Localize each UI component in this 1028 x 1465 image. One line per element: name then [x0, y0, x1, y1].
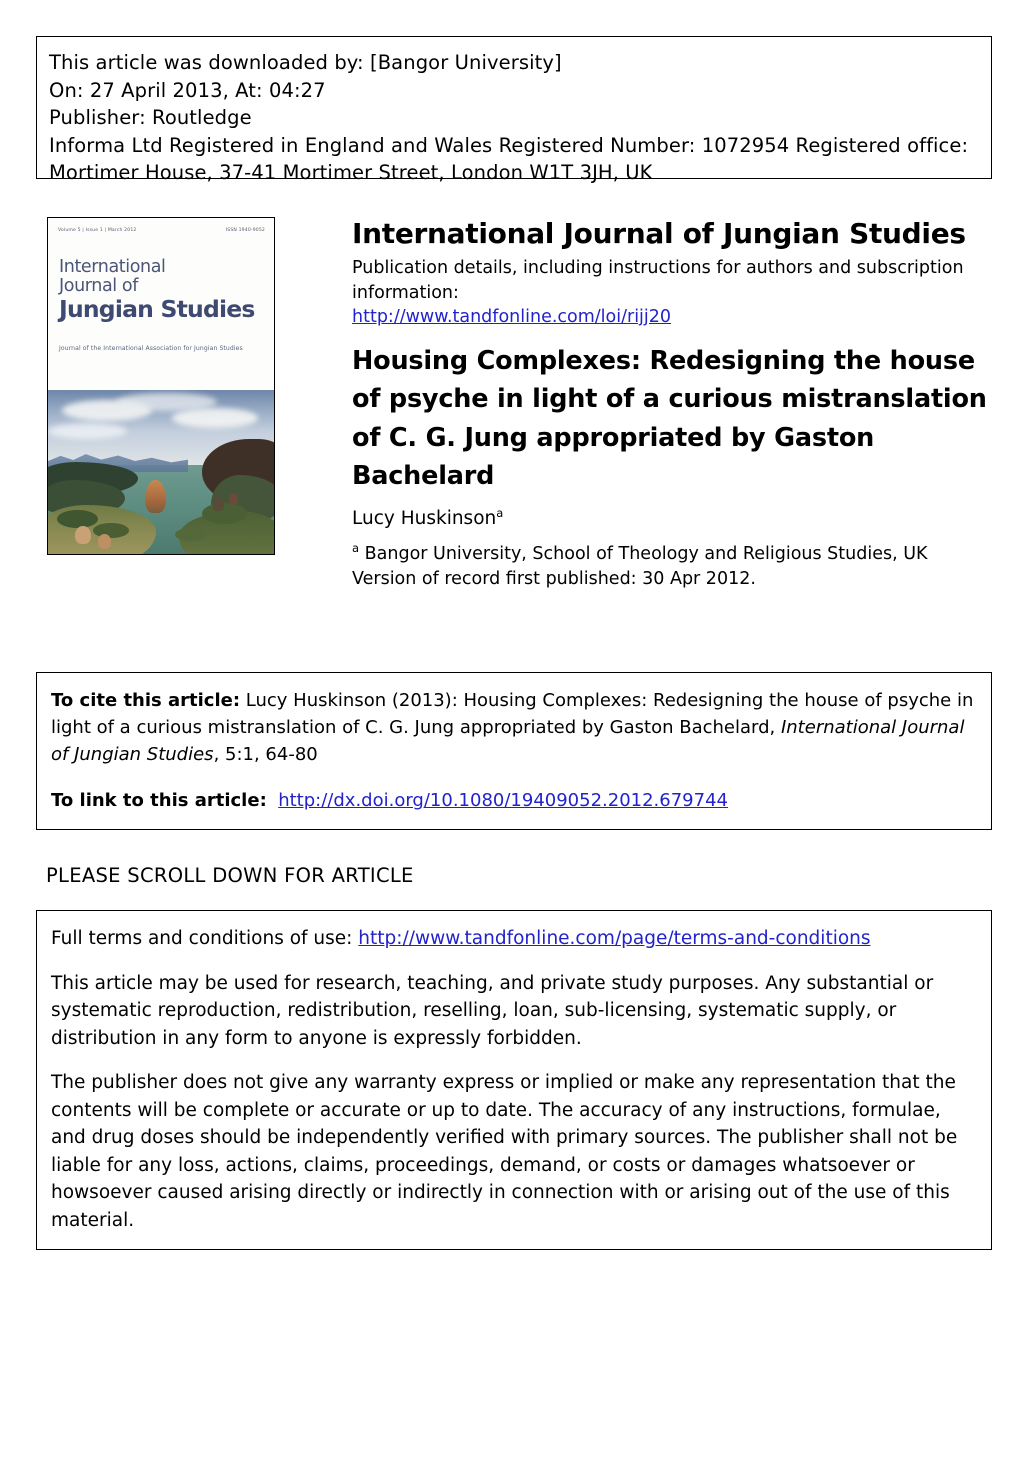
version-of-record: Version of record first published: 30 Apr 2012.: [352, 569, 756, 589]
cover-title-block: [59, 258, 266, 322]
download-line-4: Informa Ltd Registered in England and Wales Registered Number: 1072954 Registered office: Mortimer House, 37-41 Mortimer Street, London W1T 3JH, UK: [49, 133, 975, 184]
artwork-figure: [75, 526, 91, 544]
scroll-down-notice: PLEASE SCROLL DOWN FOR ARTICLE: [46, 864, 414, 887]
terms-and-conditions-box: [36, 910, 992, 1250]
cite-text-part-1: Lucy Huskinson (2013): Housing Complexes: Redesigning the house of psyche in light of a curious mistranslation of C. G. Jung appropriated by Gaston Bachelard,: [51, 690, 974, 738]
journal-cover-thumbnail: [47, 217, 275, 555]
publication-details: Publication details, including instructions for authors and subscription information:: [352, 258, 964, 303]
artwork-figure: [98, 534, 112, 549]
doi-link[interactable]: http://dx.doi.org/10.1080/19409052.2012.679744: [278, 790, 728, 811]
cite-paragraph: [51, 687, 975, 768]
download-line-2: On: 27 April 2013, At: 04:27: [49, 78, 326, 102]
author-name: Lucy Huskinson: [352, 507, 497, 529]
cover-title-line-3: Jungian Studies: [59, 295, 255, 323]
article-title: Housing Complexes: Redesigning the house of psyche in light of a curious mistranslation of C. G. Jung appropriated by Gaston Bachelard: [352, 345, 987, 491]
artwork-cloud: [172, 408, 258, 428]
cover-artwork-landscape: [48, 390, 274, 554]
artwork-central-figure: [145, 480, 165, 513]
download-line-1: This article was downloaded by: [Bangor University]: [49, 51, 562, 74]
full-terms-line: [51, 925, 975, 953]
article-info-block: [352, 216, 992, 593]
author-line: [352, 506, 992, 532]
cite-journal-name: International Journal of Jungian Studies: [51, 717, 965, 765]
cover-masthead: [48, 218, 274, 390]
cover-issue-meta: [58, 228, 265, 233]
cover-subtitle: Journal of the International Association for Jungian Studies: [59, 345, 243, 352]
citation-box: [36, 672, 992, 830]
cover-volume-text: Volume 5 | Issue 1 | March 2012: [58, 228, 137, 233]
affiliation-marker: a: [352, 540, 360, 555]
cover-issn-text: ISSN 1940-9052: [225, 228, 265, 233]
artwork-cloud: [48, 423, 127, 439]
artwork-bush: [175, 528, 207, 541]
artwork-bush: [93, 523, 129, 538]
cite-text-part-2: , 5:1, 64-80: [213, 744, 318, 765]
artwork-figure: [213, 497, 224, 512]
terms-conditions-link[interactable]: http://www.tandfonline.com/page/terms-and-conditions: [358, 928, 871, 949]
link-label: To link to this article:: [51, 790, 267, 811]
affiliation-line: [352, 542, 992, 568]
download-info-box: [36, 36, 992, 184]
journal-title: International Journal of Jungian Studies: [352, 217, 966, 250]
link-paragraph: [51, 787, 975, 814]
terms-paragraph-warranty: The publisher does not give any warranty express or implied or make any representation that the contents will be complete or accurate or up to date. The accuracy of any instructions, formulae, and drug doses should be independently verified with primary sources. The publisher shall not be liable for any loss, actions, claims, proceedings, demand, or costs or damages whatsoever or howsoever caused arising directly or indirectly in connection with or arising out of the use of this material.: [51, 1072, 958, 1231]
download-line-3: Publisher: Routledge: [49, 106, 252, 129]
cover-title-line-2: Journal of: [59, 276, 138, 296]
cite-label: To cite this article:: [51, 690, 241, 711]
artwork-figure: [229, 493, 238, 504]
affiliation-text: Bangor University, School of Theology and Religious Studies, UK: [364, 543, 928, 564]
author-affiliation-marker: a: [496, 505, 504, 520]
cover-title-line-1: International: [59, 257, 166, 277]
terms-paragraph-usage: This article may be used for research, teaching, and private study purposes. Any substantial or systematic reproduction, redistribution, reselling, loan, sub-licensing, systematic supply, or distribution in any form to anyone is expressly forbidden.: [51, 972, 934, 1049]
journal-homepage-link[interactable]: http://www.tandfonline.com/loi/rijj20: [352, 307, 672, 327]
full-terms-label: Full terms and conditions of use:: [51, 928, 359, 949]
artwork-bush: [57, 510, 98, 528]
